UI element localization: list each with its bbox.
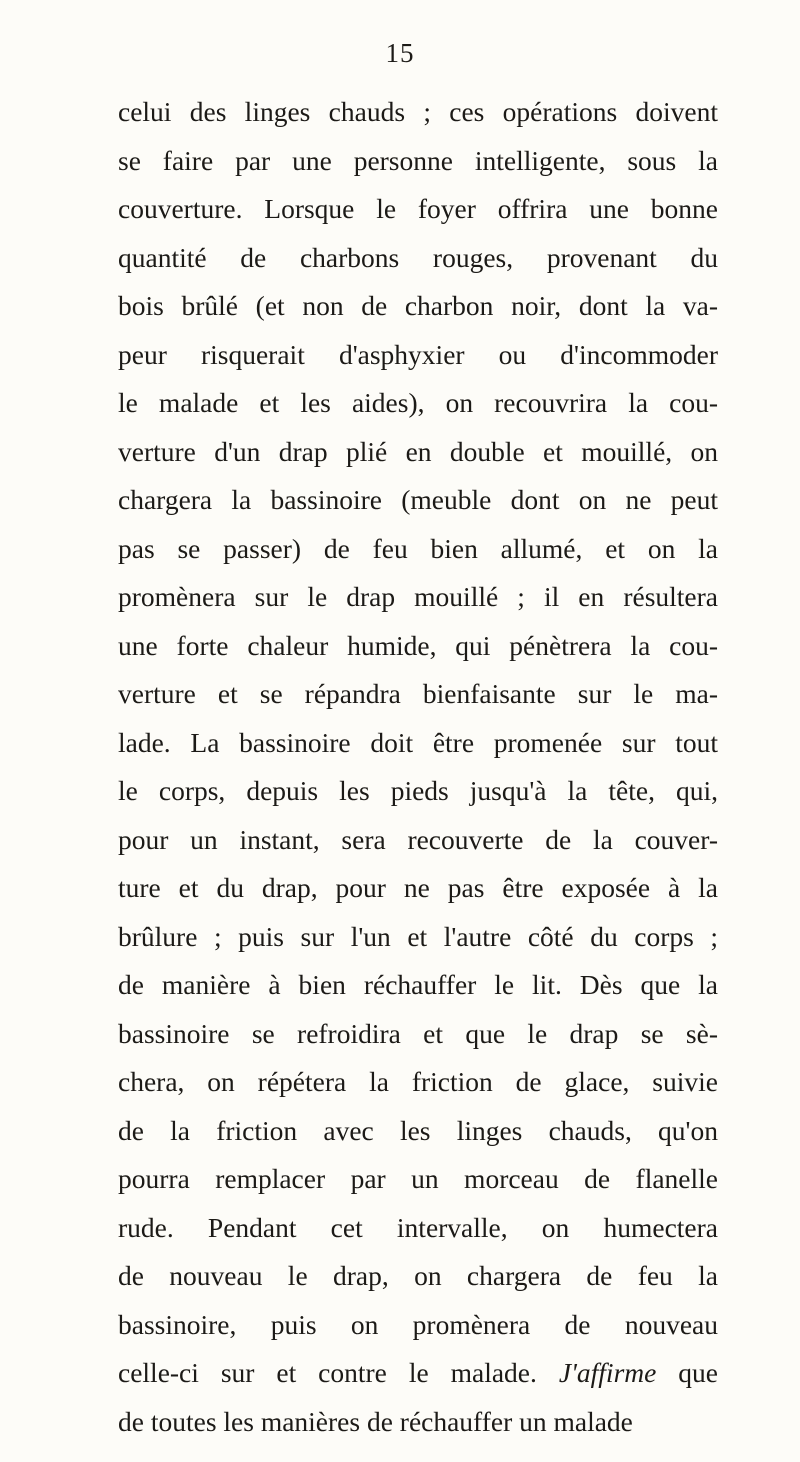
text-line: bois brûlé (et non de charbon noir, dont la va- <box>118 290 718 321</box>
text-line: quantité de charbons rouges, provenant du <box>118 241 718 273</box>
text-line-start: celle-ci sur et contre le malade. <box>118 1357 559 1388</box>
text-line: de manière à bien réchauffer le lit. Dès que la <box>118 969 718 1000</box>
text-line: celui des linges chauds ; ces opérations doivent <box>118 96 718 127</box>
text-line: de nouveau le drap, on chargera de feu la <box>118 1260 718 1291</box>
text-line: chera, on répétera la friction de glace, suivie <box>118 1066 718 1097</box>
text-body <box>118 88 718 1446</box>
text-line: de la friction avec les linges chauds, qu'on <box>118 1114 718 1146</box>
text-line: bassinoire se refroidira et que le drap se sè- <box>118 1017 718 1049</box>
text-line: peur risquerait d'asphyxier ou d'incommoder <box>118 338 718 370</box>
text-line: se faire par une personne intelligente, sous la <box>118 144 718 176</box>
text-line: ture et du drap, pour ne pas être exposée à la <box>118 872 718 903</box>
text-line-end: que <box>656 1357 718 1388</box>
text-line: lade. La bassinoire doit être promenée sur tout <box>118 726 718 758</box>
text-line: une forte chaleur humide, qui pénètrera la cou- <box>118 629 718 661</box>
text-line: promènera sur le drap mouillé ; il en résultera <box>118 581 718 612</box>
text-line: de toutes les manières de réchauffer un malade <box>118 1405 633 1437</box>
text-line: verture et se répandra bienfaisante sur le ma- <box>118 678 718 709</box>
text-line: rude. Pendant cet intervalle, on humectera <box>118 1211 718 1243</box>
text-line-mixed <box>118 1349 718 1398</box>
text-line: chargera la bassinoire (meuble dont on ne peut <box>118 484 718 515</box>
text-line: pas se passer) de feu bien allumé, et on la <box>118 532 718 564</box>
text-line: bassinoire, puis on promènera de nouveau <box>118 1308 718 1340</box>
text-line: brûlure ; puis sur l'un et l'autre côté du corps ; <box>118 920 718 952</box>
text-line: pour un instant, sera recouverte de la couver- <box>118 823 718 855</box>
text-line: le corps, depuis les pieds jusqu'à la tête, qui, <box>118 775 718 806</box>
italic-emphasis: J'affirme <box>558 1357 657 1388</box>
text-line: verture d'un drap plié en double et mouillé, on <box>118 435 718 467</box>
text-line: le malade et les aides), on recouvrira la cou- <box>118 387 718 418</box>
text-line: pourra remplacer par un morceau de flanelle <box>118 1163 718 1194</box>
page-number: 15 <box>385 38 415 68</box>
text-line: couverture. Lorsque le foyer offrira une bonne <box>118 193 718 224</box>
